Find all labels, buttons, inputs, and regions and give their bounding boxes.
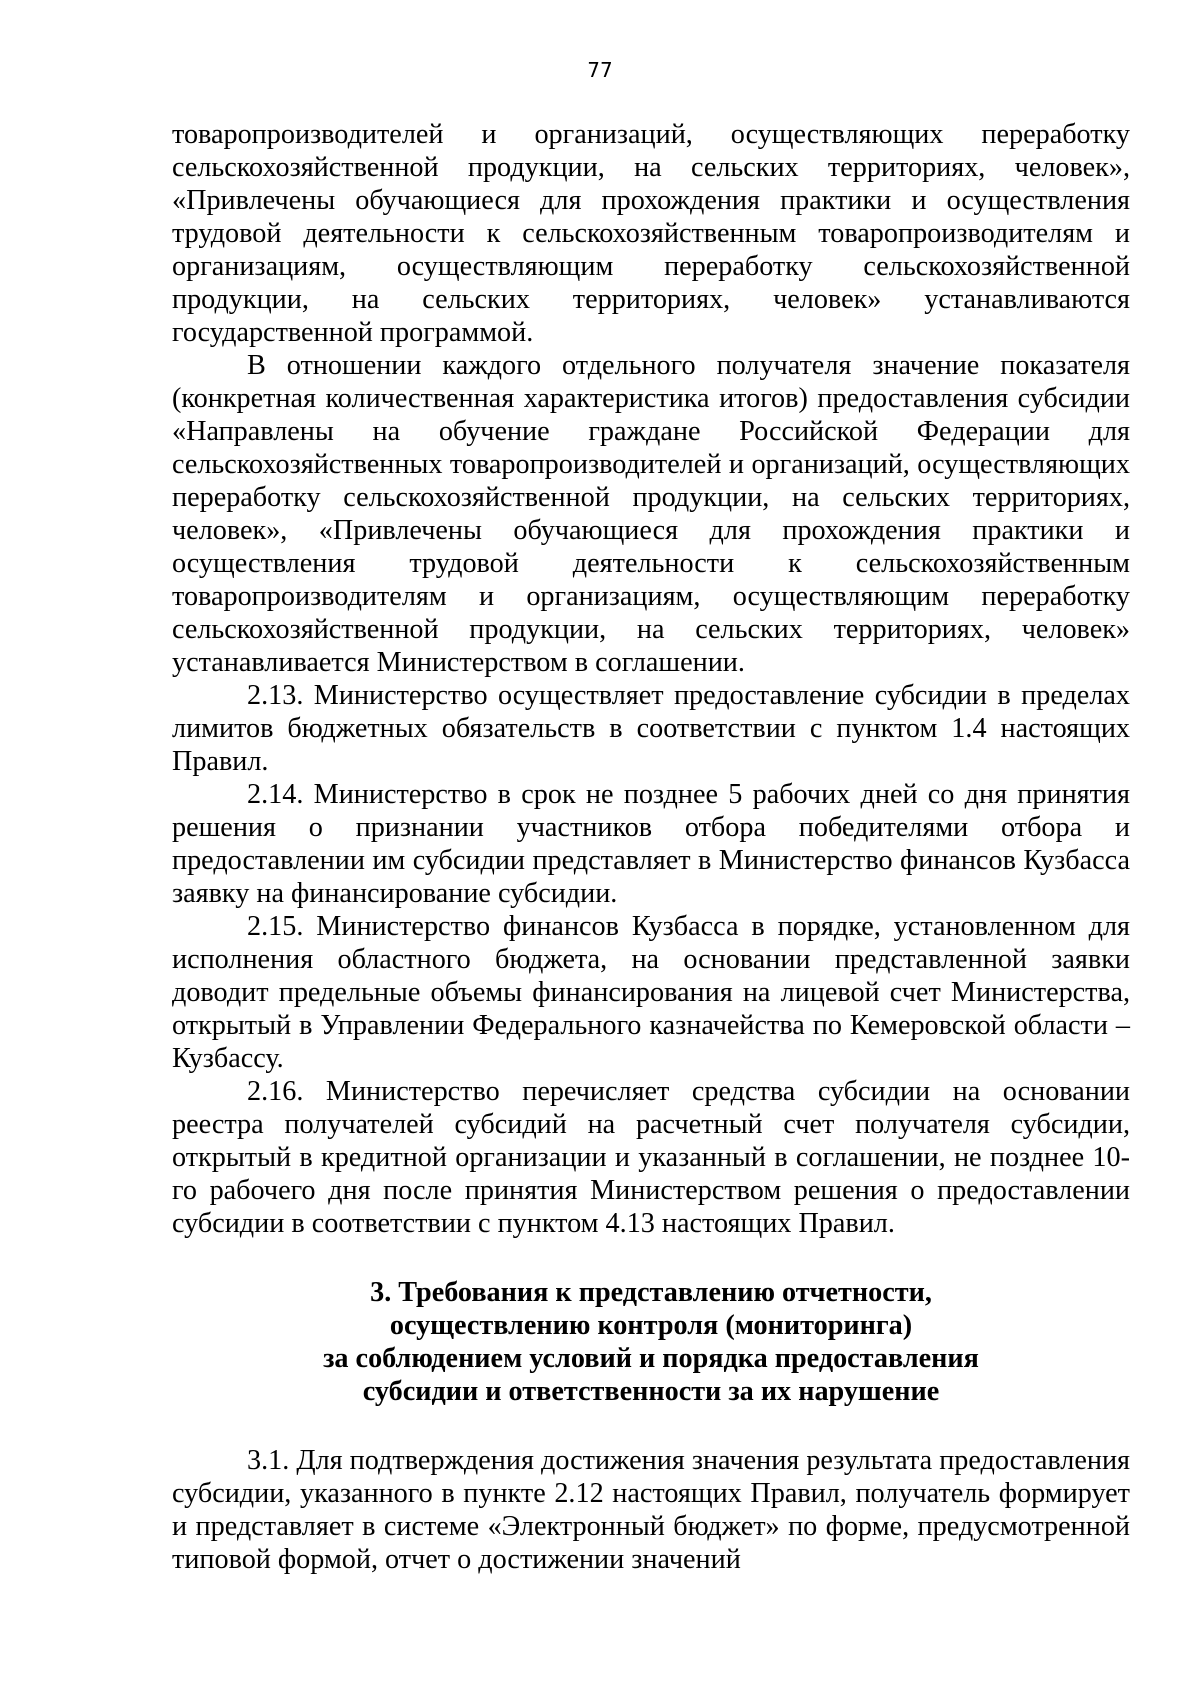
- document-body: [172, 118, 1130, 1576]
- heading-line-2: осуществлению контроля (мониторинга): [389, 1310, 913, 1341]
- paragraph-3-1: 3.1. Для подтверждения достижения значения результата предоставления субсидии, указанного в пункте 2.12 настоящих Правил, получатель формирует и представляет в системе «Электронный бюджет» по форме, предусмотренной типовой формой, отчет о достижении значений: [172, 1445, 1130, 1575]
- paragraph-2: В отношении каждого отдельного получателя значение показателя (конкретная количественная характеристика итогов) предоставления субсидии «Направлены на обучение граждане Российской Федерации для сельскохозяйственных товаропроизводителей и организаций, осуществляющих переработку сельскохозяйственной продукции, на сельских территориях, человек», «Привлечены обучающиеся для прохождения практики и осуществления трудовой деятельности к сельскохозяйственным товаропроизводителям и организациям, осуществляющим переработку сельскохозяйственной продукции, на сельских территориях, человек» устанавливается Министерством в соглашении.: [172, 350, 1130, 678]
- page-number: 77: [587, 58, 613, 82]
- heading-line-1: 3. Требования к представлению отчетности,: [370, 1277, 932, 1308]
- heading-line-4: субсидии и ответственности за их нарушение: [362, 1376, 940, 1407]
- paragraph-1: товаропроизводителей и организаций, осуществляющих переработку сельскохозяйственной продукции, на сельских территориях, человек», «Привлечены обучающиеся для прохождения практики и осуществления трудовой деятельности к сельскохозяйственным товаропроизводителям и организациям, осуществляющим переработку сельскохозяйственной продукции, на сельских территориях, человек» устанавливаются государственной программой.: [172, 119, 1130, 348]
- paragraph-2-16: 2.16. Министерство перечисляет средства субсидии на основании реестра получателей субсидий на расчетный счет получателя субсидии, открытый в кредитной организации и указанный в соглашении, не позднее 10-го рабочего дня после принятия Министерством решения о предоставлении субсидии в соответствии с пунктом 4.13 настоящих Правил.: [172, 1076, 1130, 1239]
- section-3-heading: [172, 1276, 1130, 1408]
- paragraph-2-15: 2.15. Министерство финансов Кузбасса в порядке, установленном для исполнения областного бюджета, на основании представленной заявки доводит предельные объемы финансирования на лицевой счет Министерства, открытый в Управлении Федерального казначейства по Кемеровской области – Кузбассу.: [172, 911, 1130, 1074]
- heading-line-3: за соблюдением условий и порядка предоставления: [323, 1343, 979, 1374]
- paragraph-2-13: 2.13. Министерство осуществляет предоставление субсидии в пределах лимитов бюджетных обязательств в соответствии с пунктом 1.4 настоящих Правил.: [172, 680, 1130, 777]
- paragraph-2-14: 2.14. Министерство в срок не позднее 5 рабочих дней со дня принятия решения о признании участников отбора победителями отбора и предоставлении им субсидии представляет в Министерство финансов Кузбасса заявку на финансирование субсидии.: [172, 779, 1130, 909]
